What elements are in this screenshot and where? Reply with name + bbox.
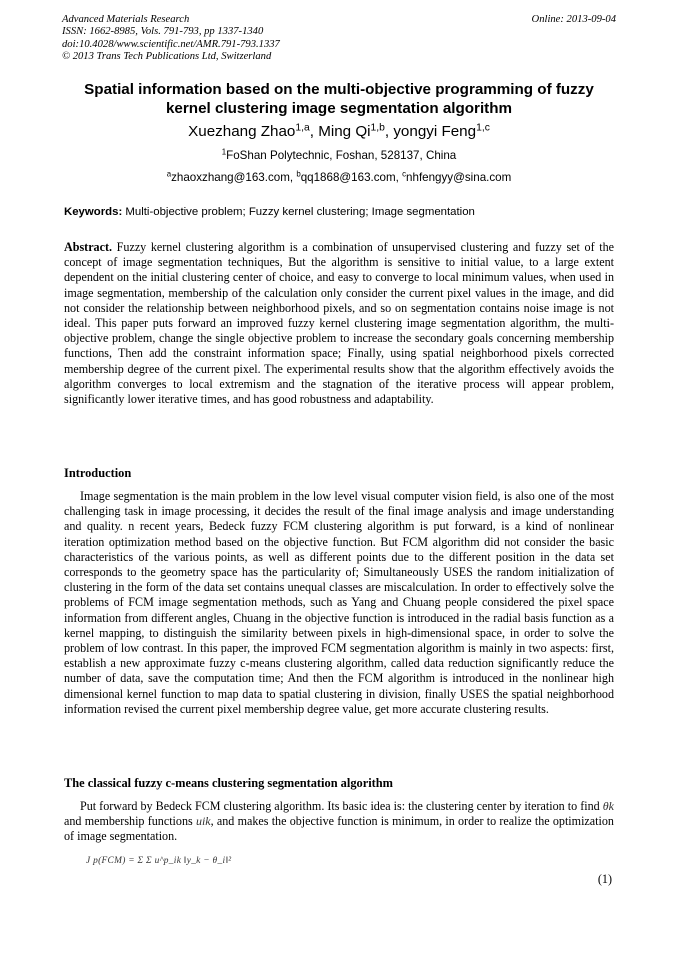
membership-symbol: uik bbox=[195, 814, 211, 829]
fcm-section-heading: The classical fuzzy c-means clustering segmentation algorithm bbox=[64, 776, 393, 790]
introduction-heading: Introduction bbox=[64, 466, 132, 480]
journal-name: Advanced Materials Research bbox=[62, 14, 190, 25]
affiliation-sup: 1 bbox=[221, 147, 227, 157]
introduction-paragraph: Image segmentation is the main problem in the low level visual computer vision field, is also one of the most challenging task in image processing, it decides the result of the final image analysis and image understanding and quality. n recent years, Bedeck fuzzy FCM clustering algorithm is put forward, is a kind of nonlinear iteration optimization method based on the objective function. But FCM algorithm did not consider the basic characteristics of the various points, as well as different points due to the different position in the data set corresponds to the geometry space has the particularity of; Simultaneously USES the random initialization of clustering in the form of the data set contains unequal classes are miscalculation. In order to effectively solve the problems of FCM image segmentation methods, such as Yang and Chuang people considered the pixel space information from different angles, Chuang in the objective function is introduced in the radial basis function as a kernel mapping, to distinguish the similarity between pixels in high-dimensional space, in order to solve the problem of low contrast. In this paper, the improved FCM segmentation algorithm is mainly in two aspects: first, establish a new approximate fuzzy c-means clustering algorithm, called data reduction significantly reduce the number of data, save the computation time; And then the FCM algorithm is introduced in the nonlinear high dimensional kernel function to map data to spatial clustering in division, finally USES the spatial neighborhood information revised the current pixel membership degree value, get more accurate clustering results. bbox=[64, 489, 614, 716]
issn-line: ISSN: 1662-8985, Vols. 791-793, pp 1337-1340 bbox=[62, 26, 264, 38]
email-address[interactable]: zhaoxzhang@163.com bbox=[171, 171, 290, 184]
paper-title bbox=[40, 80, 638, 118]
author-name: yongyi Feng bbox=[393, 123, 477, 140]
affiliation bbox=[40, 148, 638, 164]
affiliation-text: FoShan Polytechnic, Foshan, 528137, China bbox=[226, 149, 457, 162]
online-date: Online: 2013-09-04 bbox=[531, 14, 616, 25]
fcm-text-c: , and makes the objective function is minimum, in order to realize the optimization of image segmentation. bbox=[64, 814, 614, 844]
objective-equation: J p(FCM) = Σ Σ u^p_ik ‖y_k − θ_i‖² bbox=[86, 856, 232, 866]
doi-line: doi:10.4028/www.scientific.net/AMR.791-793.1337 bbox=[62, 38, 280, 50]
email-sup: b bbox=[296, 169, 301, 179]
email-address[interactable]: qq1868@163.com bbox=[300, 171, 396, 184]
equation-number: (1) bbox=[597, 872, 612, 886]
author-sup: 1,a bbox=[295, 122, 310, 134]
author-sup: 1,c bbox=[476, 122, 490, 134]
title-line-2: kernel clustering image segmentation algorithm bbox=[165, 100, 513, 117]
title-line-1: Spatial information based on the multi-objective programming of fuzzy bbox=[84, 81, 594, 98]
abstract bbox=[64, 240, 614, 407]
fcm-text-b: and membership functions bbox=[64, 814, 193, 829]
keywords-text: Multi-objective problem; Fuzzy kernel clustering; Image segmentation bbox=[125, 206, 475, 218]
keywords bbox=[64, 206, 614, 218]
email-sup: c bbox=[402, 169, 407, 179]
abstract-label: Abstract. bbox=[64, 240, 113, 254]
fcm-paragraph bbox=[64, 799, 614, 845]
fcm-text-a: Put forward by Bedeck FCM clustering algorithm. Its basic idea is: the clustering center by iteration to find bbox=[80, 799, 600, 813]
theta-symbol: θk bbox=[602, 799, 614, 813]
email-list: $^a$zhaoxzhang@163.com, $^b$qq1868@163.com, $^c$nhfengyy@sina.com bbox=[166, 169, 512, 184]
author-list: Xuezhang Zhao$^{1,a}$, Ming Qi$^{1,b}$, yongyi Feng$^{1,c}$ bbox=[188, 122, 490, 140]
author-name: Xuezhang Zhao bbox=[188, 123, 296, 140]
author-name: Ming Qi bbox=[318, 123, 371, 140]
copyright-line: © 2013 Trans Tech Publications Ltd, Switzerland bbox=[62, 51, 272, 63]
abstract-text: Fuzzy kernel clustering algorithm is a combination of unsupervised clustering and fuzzy set of the concept of image segmentation techniques, But the algorithm is sensitive to initial value, to a large extent dependent on the initial clustering center of choice, and easy to converge to local minimum values, when used in image segmentation, membership of the calculation only consider the current pixel values in the image, and did not consider the relationship between neighborhood pixels, and so on segmentation contains noise image is not ideal. This paper puts forward an improved fuzzy kernel clustering image segmentation algorithm, the multi-objective problem, change the single objective problem to increase the secondary goals concerning membership functions, Then add the constraint information space; Finally, using spatial neighborhood pixels corrected membership degree of the current pixel. The experimental results show that the algorithm effectively avoids the algorithm converges to local extremism and the stagnation of the iterative process will appear problem, significantly lower iterative times, and has good robustness and adaptability. bbox=[64, 240, 615, 407]
keywords-label: Keywords: bbox=[64, 206, 123, 218]
journal-header bbox=[62, 14, 280, 64]
author-sup: 1,b bbox=[370, 122, 385, 134]
email-address[interactable]: nhfengyy@sina.com bbox=[406, 171, 512, 184]
email-sup: a bbox=[166, 169, 172, 179]
